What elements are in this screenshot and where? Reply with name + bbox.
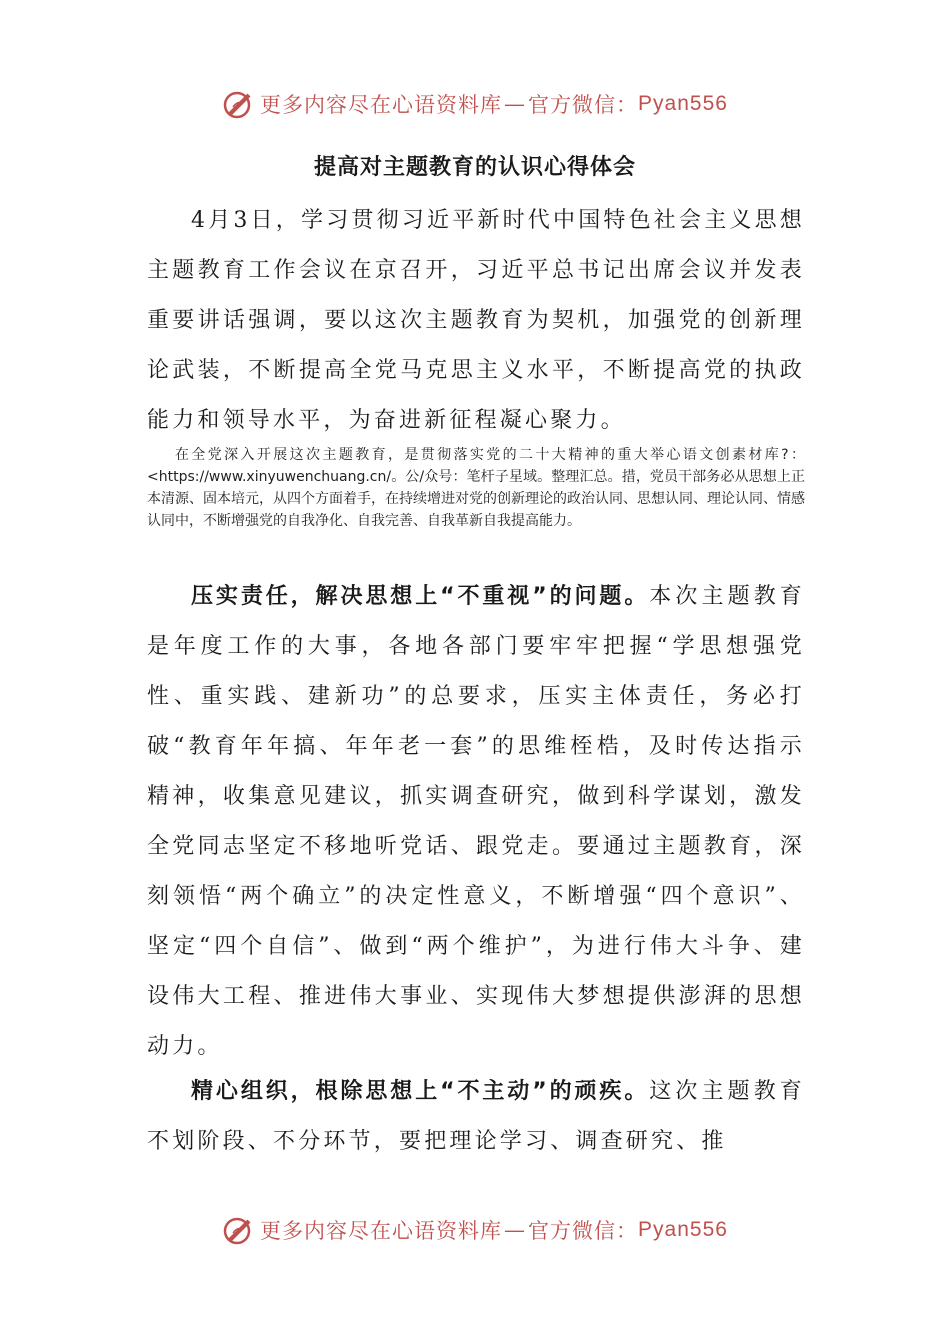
banner-dash: —	[504, 1218, 527, 1242]
banner-text: 更多内容尽在心语资料库	[260, 1219, 503, 1243]
header-banner	[0, 84, 950, 124]
footer-banner	[0, 1210, 950, 1250]
paragraph-responsibility	[147, 572, 805, 1072]
banner-label: 官方微信：	[528, 1219, 639, 1243]
document-title: 提高对主题教育的认识心得体会	[313, 155, 636, 180]
pen-logo-icon	[222, 87, 256, 121]
paragraph-lead: 压实责任，解决思想上“不重视”的问题。	[191, 584, 650, 609]
banner-wechat-id: Pyan556	[638, 92, 728, 115]
paragraph-intro: 4月3日，学习贯彻习近平新时代中国特色社会主义思想主题教育工作会议在京召开，习近平总书记出席会议并发表重要讲话强调，要以这次主题教育为契机，加强党的创新理论武装，不断提高全党马克思主义水平，不断提高党的执政能力和领导水平，为奋进新征程凝心聚力。	[147, 208, 805, 433]
paragraph-note: 在全党深入开展这次主题教育，是贯彻落实党的二十大精神的重大举心语文创素材库?：<https://www.xinyuwenchuang.cn/。公/众号：笔杆子星域。整理汇总。措，党员干部务必从思想上正本清源、固本培元，从四个方面着手，在持续增进对党的创新理论的政治认同、思想认同、理论认同、情感认同中，不断增强党的自我净化、自我完善、自我革新自我提高能力。	[147, 447, 805, 529]
paragraph-body: 本次主题教育是年度工作的大事，各地各部门要牢牢把握“学思想强党性、重实践、建新功”的总要求，压实主体责任，务必打破“教育年年搞、年年老一套”的思维桎梏，及时传达指示精神，收集意见建议，抓实调查研究，做到科学谋划，激发全党同志坚定不移地听党话、跟党走。要通过主题教育，深刻领悟“两个确立”的决定性意义，不断增强“四个意识”、坚定“四个自信”、做到“两个维护”，为进行伟大斗争、建设伟大工程、推进伟大事业、实现伟大梦想提供澎湃的思想动力。	[147, 584, 806, 1059]
paragraph-body: 这次主题教育不划阶段、不分环节，要把理论学习、调查研究、推	[147, 1079, 806, 1154]
banner-label: 官方微信：	[528, 93, 639, 117]
pen-logo-icon	[222, 1213, 256, 1247]
paragraph-organization	[147, 1067, 805, 1167]
banner-wechat-id: Pyan556	[638, 1218, 728, 1241]
banner-text: 更多内容尽在心语资料库	[260, 93, 503, 117]
banner-dash: —	[504, 92, 527, 116]
paragraph-lead: 精心组织，根除思想上“不主动”的顽疾。	[191, 1079, 650, 1104]
